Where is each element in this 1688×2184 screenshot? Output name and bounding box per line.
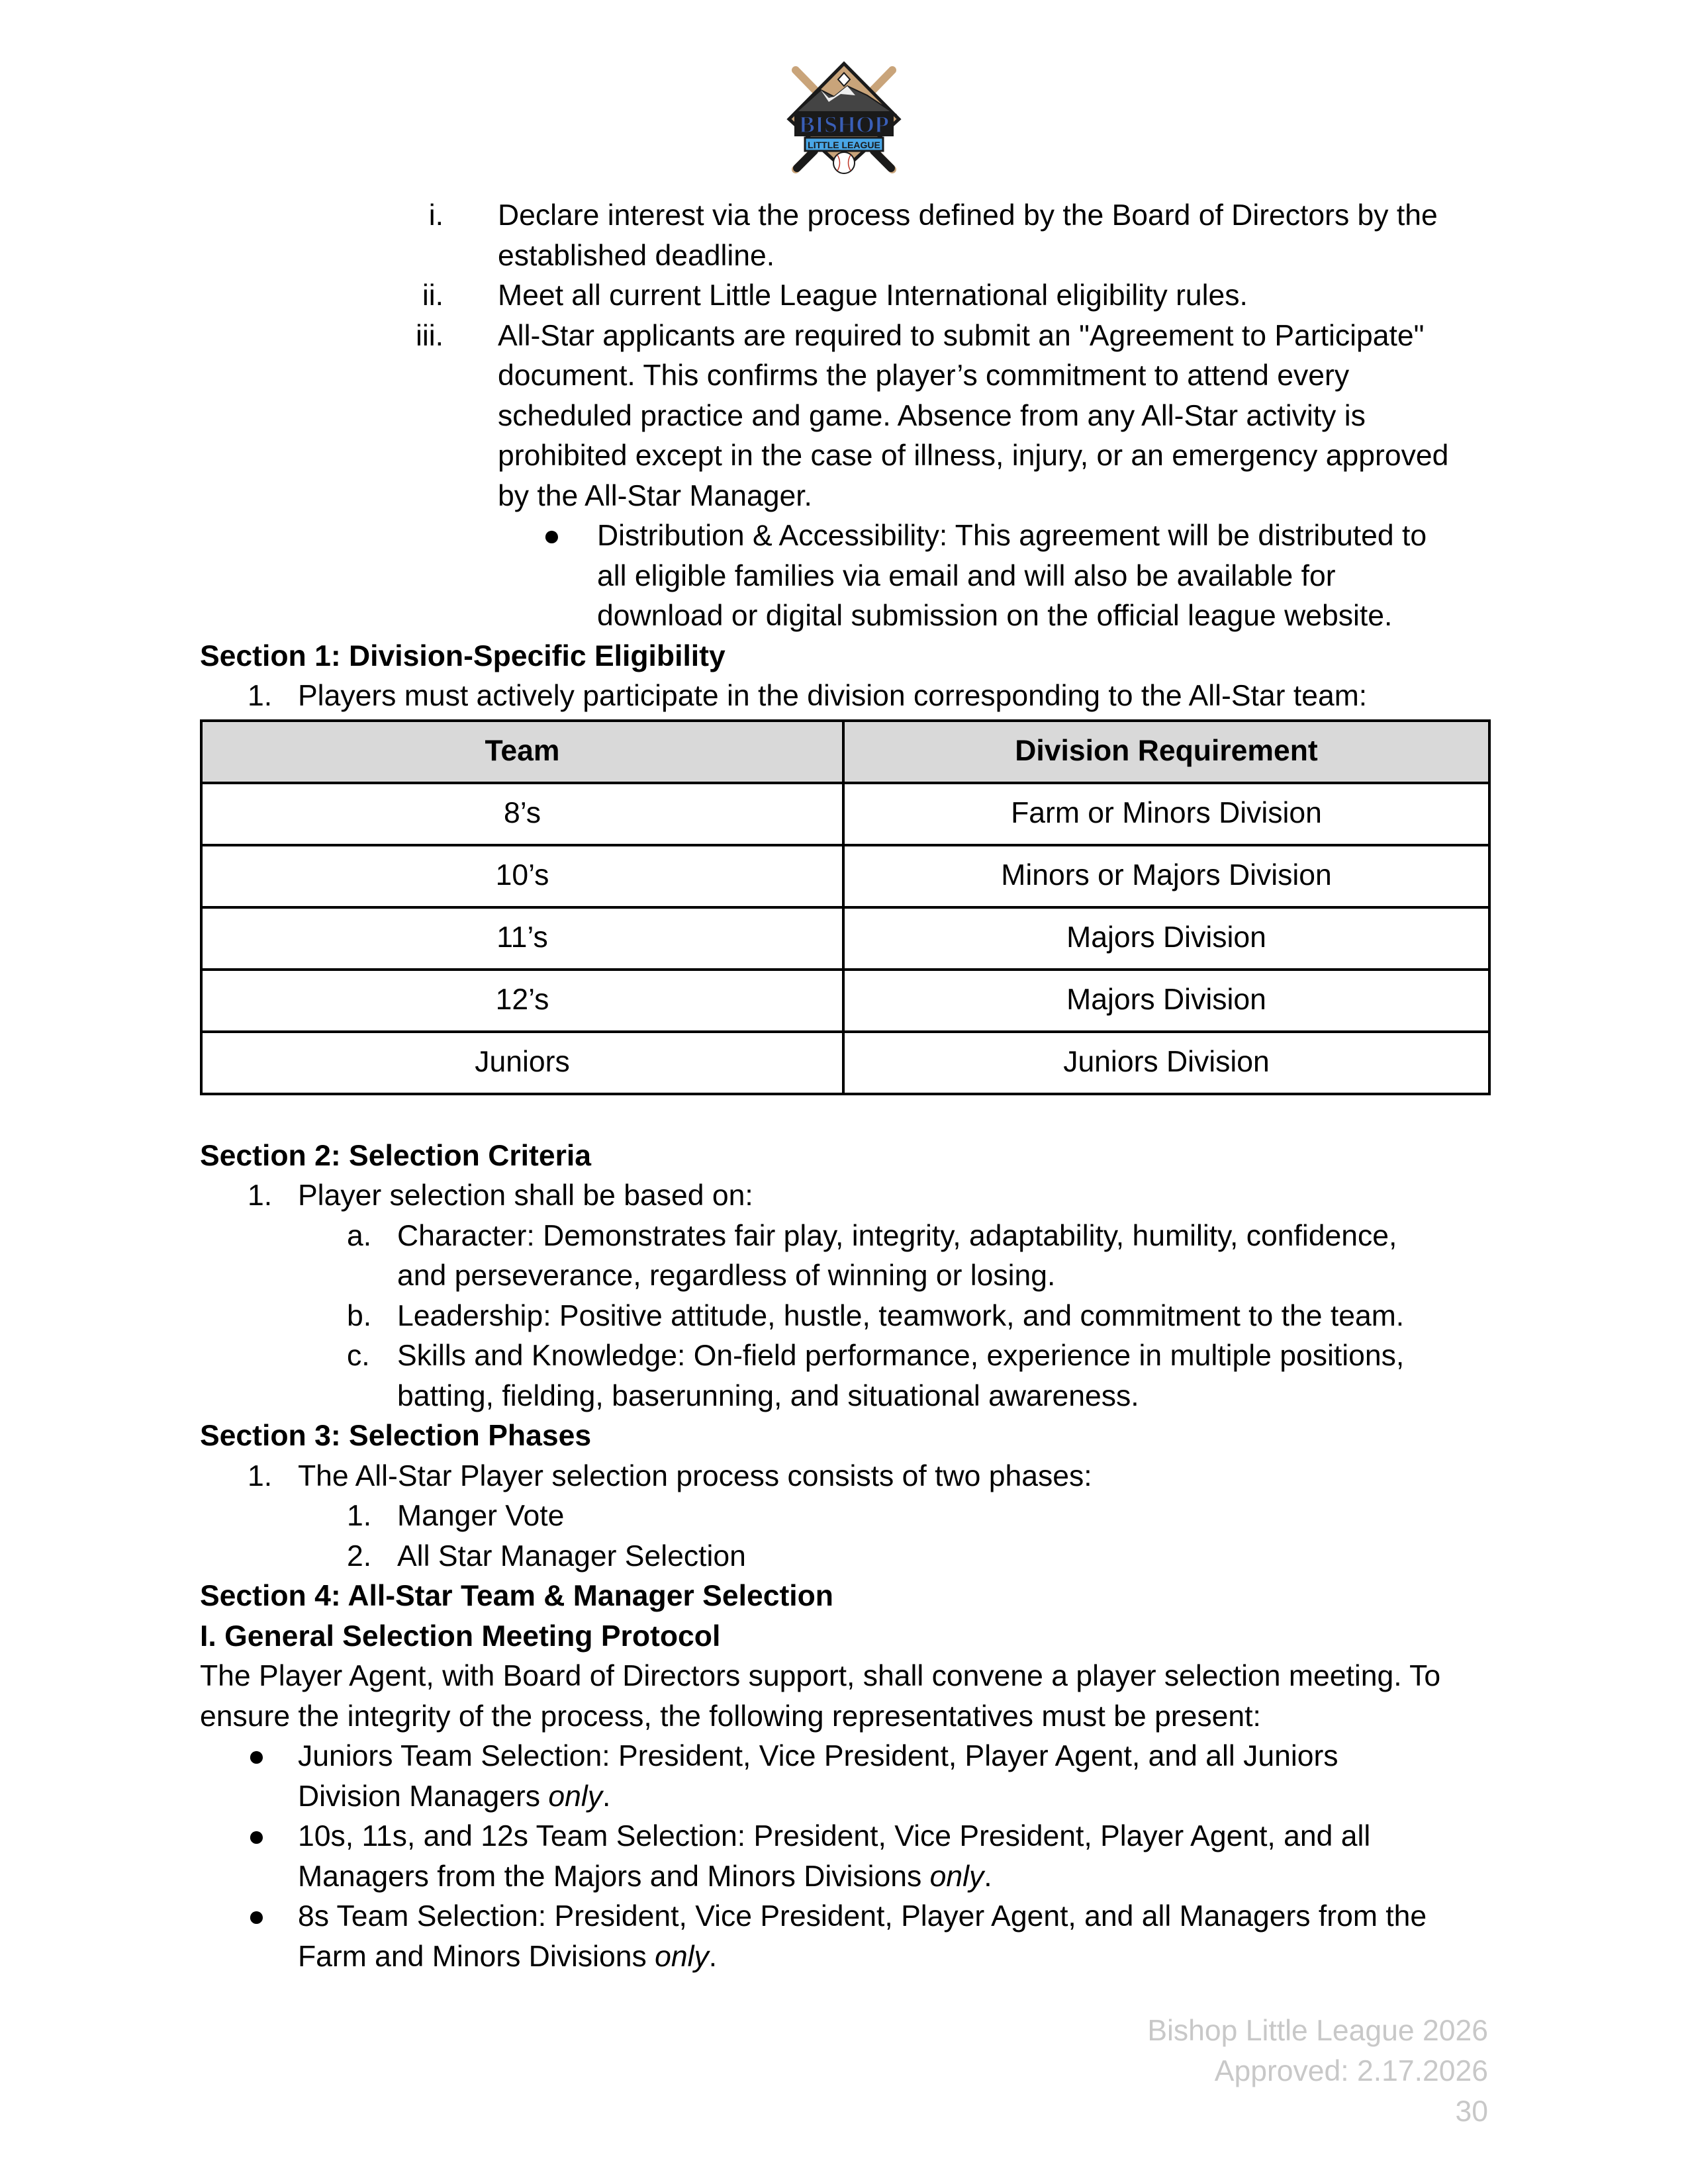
phase-item xyxy=(200,1537,1491,1577)
bullet-icon: ● xyxy=(248,1900,265,1933)
list-item-line: established deadline. xyxy=(498,239,775,272)
list-marker: b. xyxy=(347,1299,372,1332)
eligibility-requirements-list xyxy=(200,196,1491,637)
emphasis-text: only xyxy=(929,1860,984,1893)
text-run: . xyxy=(984,1860,992,1893)
list-item-line: by the All-Star Manager. xyxy=(498,479,812,512)
text-run: Farm and Minors Divisions xyxy=(298,1940,655,1973)
table-header-row xyxy=(201,721,1489,783)
list-marker: 2. xyxy=(347,1539,372,1572)
representatives-item-8s xyxy=(200,1897,1491,1977)
table-cell-team: 11’s xyxy=(201,907,843,970)
list-item xyxy=(200,1176,1491,1216)
list-item-line: Meet all current Little League International eligibility rules. xyxy=(498,279,1248,312)
list-item-text: All Star Manager Selection xyxy=(397,1539,746,1572)
bullet-icon: ● xyxy=(248,1740,265,1772)
list-item-line xyxy=(298,1857,1491,1897)
table-cell-team: Juniors xyxy=(201,1032,843,1094)
section-4-subheading: I. General Selection Meeting Protocol xyxy=(200,1619,721,1653)
list-marker: i. xyxy=(428,199,444,232)
criteria-item-leadership xyxy=(200,1297,1491,1337)
list-item-line: 8s Team Selection: President, Vice President, Player Agent, and all Managers from the xyxy=(298,1900,1427,1933)
paragraph-line: The Player Agent, with Board of Directors support, shall convene a player selection meeting. To xyxy=(200,1660,1441,1692)
page-footer xyxy=(1147,2011,1488,2132)
list-item-text: Manger Vote xyxy=(397,1500,565,1532)
list-item-line: prohibited except in the case of illness, injury, or an emergency approved xyxy=(498,439,1449,472)
text-run: Division Managers xyxy=(298,1780,549,1813)
baseball-icon xyxy=(833,152,855,173)
emphasis-text: only xyxy=(548,1780,603,1813)
list-item xyxy=(200,676,1491,717)
criteria-item-skills xyxy=(200,1336,1491,1416)
list-item-line: 10s, 11s, and 12s Team Selection: President, Vice President, Player Agent, and all xyxy=(298,1820,1371,1852)
list-marker: a. xyxy=(347,1219,372,1252)
column-header-team: Team xyxy=(201,721,843,783)
table-cell-team: 8’s xyxy=(201,783,843,845)
list-item-line: Character: Demonstrates fair play, integrity, adaptability, humility, confidence, xyxy=(397,1219,1397,1252)
logo-title: BISHOP xyxy=(798,111,890,138)
list-item-line: Declare interest via the process defined by the Board of Directors by the xyxy=(498,199,1438,232)
text-run: . xyxy=(708,1940,718,1973)
representatives-item-juniors xyxy=(200,1737,1491,1817)
representatives-item-10s-11s-12s xyxy=(200,1817,1491,1897)
table-cell-division: Majors Division xyxy=(843,907,1489,970)
list-item xyxy=(200,316,1491,517)
list-marker: 1. xyxy=(248,680,273,712)
table-cell-team: 10’s xyxy=(201,845,843,907)
list-item-line: scheduled practice and game. Absence from any All-Star activity is xyxy=(498,399,1366,432)
table-cell-division: Farm or Minors Division xyxy=(843,783,1489,845)
list-item-line: all eligible families via email and will also be available for xyxy=(597,559,1336,592)
table-cell-team: 12’s xyxy=(201,970,843,1032)
list-item-line: download or digital submission on the official league website. xyxy=(597,600,1393,632)
list-item-line: Juniors Team Selection: President, Vice President, Player Agent, and all Juniors xyxy=(298,1740,1338,1772)
bishop-little-league-logo xyxy=(781,58,907,177)
list-item xyxy=(200,1457,1491,1497)
list-item-line: batting, fielding, baserunning, and situational awareness. xyxy=(397,1379,1139,1412)
table-row xyxy=(201,845,1489,907)
list-item-line: Leadership: Positive attitude, hustle, teamwork, and commitment to the team. xyxy=(397,1299,1405,1332)
list-item-text: Player selection shall be based on: xyxy=(298,1179,753,1212)
table-cell-division: Juniors Division xyxy=(843,1032,1489,1094)
criteria-item-character xyxy=(200,1216,1491,1297)
table-row xyxy=(201,970,1489,1032)
list-item-text: The All-Star Player selection process consists of two phases: xyxy=(298,1459,1092,1492)
section-4-heading: Section 4: All-Star Team & Manager Selection xyxy=(200,1580,833,1612)
table-row xyxy=(201,907,1489,970)
list-item-line: All-Star applicants are required to submit an "Agreement to Participate" xyxy=(498,319,1425,352)
list-marker: 1. xyxy=(248,1179,273,1212)
table-cell-division: Majors Division xyxy=(843,970,1489,1032)
paragraph-line: ensure the integrity of the process, the following representatives must be present: xyxy=(200,1700,1261,1733)
list-item xyxy=(200,276,1491,316)
list-item xyxy=(200,196,1491,276)
table-row xyxy=(201,1032,1489,1094)
text-run: Managers from the Majors and Minors Divisions xyxy=(298,1860,930,1893)
section-1-heading: Section 1: Division-Specific Eligibility xyxy=(200,639,726,672)
column-header-division-requirement: Division Requirement xyxy=(843,721,1489,783)
emphasis-text: only xyxy=(655,1940,709,1973)
list-item-line: Distribution & Accessibility: This agreement will be distributed to xyxy=(597,520,1427,552)
list-marker: 1. xyxy=(347,1500,372,1532)
footer-org: Bishop Little League 2026 xyxy=(1147,2015,1488,2047)
section-3-heading: Section 3: Selection Phases xyxy=(200,1420,592,1452)
table-cell-division: Minors or Majors Division xyxy=(843,845,1489,907)
list-marker: iii. xyxy=(415,319,444,352)
footer-approved-date: Approved: 2.17.2026 xyxy=(1214,2055,1488,2087)
list-item-text: Players must actively participate in the division corresponding to the All-Star team: xyxy=(298,680,1368,712)
list-item-line: Skills and Knowledge: On-field performance, experience in multiple positions, xyxy=(397,1340,1405,1372)
text-run: . xyxy=(602,1780,611,1813)
list-item-line xyxy=(298,1937,1491,1978)
bullet-icon: ● xyxy=(543,520,561,552)
list-marker: ii. xyxy=(422,279,444,312)
list-marker: c. xyxy=(347,1340,370,1372)
phase-item xyxy=(200,1496,1491,1537)
section-2-heading: Section 2: Selection Criteria xyxy=(200,1139,592,1172)
distribution-bullet xyxy=(200,516,1491,637)
document-body xyxy=(200,196,1491,1977)
list-item-line: and perseverance, regardless of winning or losing. xyxy=(397,1259,1056,1292)
logo-subtitle: LITTLE LEAGUE xyxy=(808,140,880,150)
division-requirements-table xyxy=(200,719,1491,1095)
bullet-icon: ● xyxy=(248,1820,265,1852)
page-number: 30 xyxy=(1455,2095,1488,2128)
list-marker: 1. xyxy=(248,1459,273,1492)
table-row xyxy=(201,783,1489,845)
list-item-line xyxy=(298,1777,1491,1817)
list-item-line: document. This confirms the player’s commitment to attend every xyxy=(498,359,1350,392)
section-spacer xyxy=(200,1095,1491,1136)
